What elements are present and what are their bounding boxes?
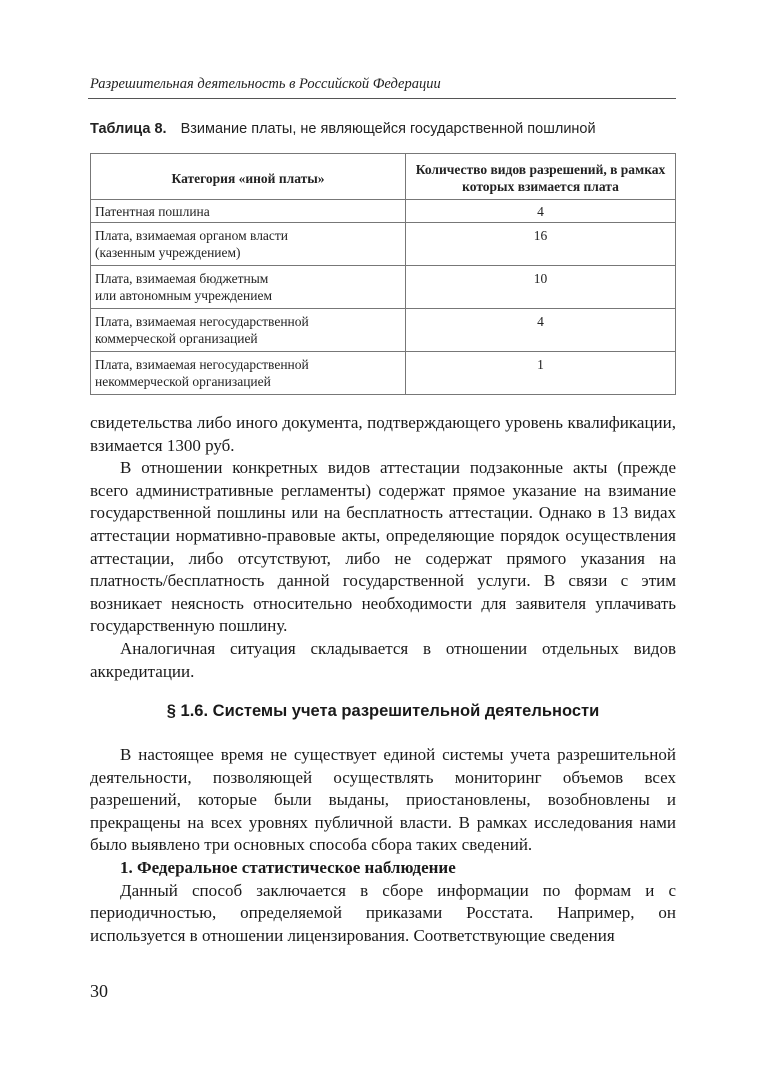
category-line: Патентная пошлина — [95, 204, 210, 219]
category-line: Плата, взимаемая негосударственной — [95, 357, 309, 372]
category-line: (казенным учреждением) — [95, 245, 241, 260]
category-line: некоммерческой организацией — [95, 374, 271, 389]
paragraph-systems: В настоящее время не существует единой системы учета разрешительной деятельности, позволяющей осуществлять мониторинг объемов всех разрешений, которые были выданы, приостановлены, возобновлены и прекращены на всех уровнях публичной власти. В рамках исследования нами было выявлено три основных способа сбора таких сведений. — [90, 745, 676, 855]
body-text-lower — [90, 744, 676, 947]
table-caption — [90, 121, 596, 137]
paragraph-attestation: В отношении конкретных видов аттестации подзаконные акты (прежде всего административные регламенты) содержат прямое указание на взимание государственной пошлины или на бесплатность аттестации. Однако в 13 видах аттестации нормативно-правовые акты, определяющие порядок осуществления аттестации, либо отсутствуют, либо не содержат прямого указания на платность/бесплатность данной государственной услуги. В связи с этим возникает неясность относительно необходимости для заявителя уплачивать государственную пошлину. — [90, 458, 676, 636]
header-rule — [88, 98, 676, 99]
body-text-upper — [90, 412, 676, 683]
sub-heading: 1. Федеральное статистическое наблюдение — [120, 857, 456, 877]
count-cell: 16 — [406, 223, 676, 266]
paragraph-accreditation: Аналогичная ситуация складывается в отношении отдельных видов аккредитации. — [90, 638, 676, 681]
category-line: Плата, взимаемая бюджетным — [95, 271, 269, 286]
column-header-count: Количество видов разрешений, в рамках которых взимается плата — [406, 154, 676, 200]
category-line: или автономным учреждением — [95, 288, 272, 303]
paragraph-method: Данный способ заключается в сборе информации по формам и с периодичностью, определяемой приказами Росстата. Например, он используется в отношении лицензирования. Соответствующие сведения — [90, 880, 676, 945]
category-cell — [91, 352, 406, 395]
count-cell: 4 — [406, 309, 676, 352]
fees-table — [90, 153, 676, 395]
count-cell: 10 — [406, 266, 676, 309]
table-row — [91, 266, 676, 309]
category-line: коммерческой организацией — [95, 331, 258, 346]
section-heading: § 1.6. Системы учета разрешительной деятельности — [166, 702, 600, 720]
count-cell: 4 — [406, 200, 676, 223]
category-cell — [91, 266, 406, 309]
category-line: Плата, взимаемая органом власти — [95, 228, 289, 243]
category-cell — [91, 309, 406, 352]
column-header-category: Категория «иной платы» — [91, 154, 406, 200]
running-header: Разрешительная деятельность в Российской Федерации — [90, 76, 441, 92]
category-line: Плата, взимаемая негосударственной — [95, 314, 309, 329]
table-row — [91, 223, 676, 266]
page-number: 30 — [90, 981, 108, 1001]
table-row — [91, 352, 676, 395]
table-row — [91, 200, 676, 223]
table-caption-text: Взимание платы, не являющейся государственной пошлиной — [180, 121, 596, 137]
category-cell — [91, 223, 406, 266]
table-header-row — [91, 154, 676, 200]
count-cell: 1 — [406, 352, 676, 395]
table-row — [91, 309, 676, 352]
paragraph-continuation: свидетельства либо иного документа, подтверждающего уровень квалификации, взимается 1300 руб. — [90, 413, 676, 455]
category-cell — [91, 200, 406, 223]
table-caption-label: Таблица 8. — [90, 121, 167, 137]
